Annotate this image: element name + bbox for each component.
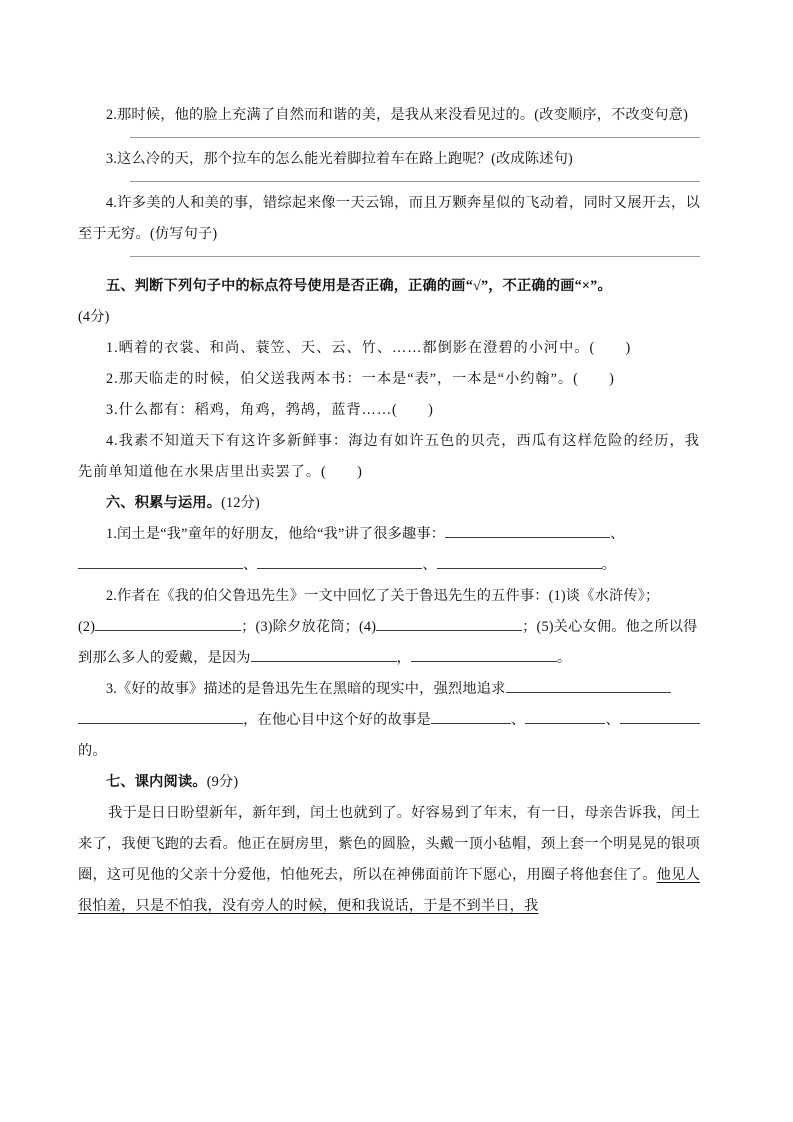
- answer-blank[interactable]: [251, 647, 397, 662]
- q6-2-e: ，: [396, 650, 412, 666]
- section-6-question-1: [78, 519, 700, 550]
- question-4-2: 2.那时候，他的脸上充满了自然而和谐的美，是我从来没看见过的。(改变顺序，不改变句意): [106, 107, 689, 123]
- passage-text: [78, 798, 700, 922]
- answer-blank[interactable]: [437, 554, 602, 569]
- section-6-question-3-line-1: [78, 674, 700, 705]
- q6-3-sep-2: 、: [605, 712, 621, 728]
- reading-passage: [78, 798, 700, 922]
- answer-blank[interactable]: [78, 554, 243, 569]
- section-5-item-1[interactable]: 1.晒着的衣裳、和尚、蓑笠、天、云、竹、……都倒影在澄碧的小河中。( ): [106, 340, 632, 356]
- answer-blank[interactable]: [506, 678, 671, 693]
- q6-2-a: (2): [78, 619, 96, 635]
- answer-blank[interactable]: [445, 523, 610, 538]
- answer-blank[interactable]: [525, 709, 605, 724]
- q6-1-prefix: 1.闰土是“我”童年的好朋友，他给“我”讲了很多趣事：: [106, 526, 446, 542]
- answer-blank[interactable]: [411, 647, 557, 662]
- answer-blank[interactable]: [78, 709, 243, 724]
- section-6-question-2-line-1: 2.作者在《我的伯父鲁迅先生》一文中回忆了关于鲁迅先生的五件事：(1)谈《水浒传》；: [106, 588, 660, 604]
- page-content: [78, 100, 700, 922]
- q6-3-a: 3.《好的故事》描述的是鲁迅先生在黑暗的现实中，强烈地追求: [106, 681, 506, 697]
- section-5-score: (4分): [78, 309, 110, 325]
- section-6-question-2-line-2: [78, 612, 700, 643]
- section-6-question-1-cont: [78, 550, 700, 581]
- section-6-question-3-line-2: [78, 705, 700, 767]
- q6-2-c: ；(5)关心女佣。他之所以得: [522, 619, 698, 635]
- passage-underlined-part: 他见人很怕羞，只是不怕我，没有旁人的时候，便和我说话，于是不到半日，我: [78, 867, 700, 914]
- q6-1-sep-3: 、: [422, 557, 437, 573]
- passage-normal-part: 我于是日日盼望新年，新年到，闰土也就到了。好容易到了年末，有一日，母亲告诉我，闰土来了，我便飞跑的去看。他正在厨房里，紫色的圆脸，头戴一顶小毡帽，颈上套一个明晃晃的银项圈，这可见他的父亲十分爱他，怕他死去，所以在神佛面前许下愿心，用圈子将他套住了。: [78, 805, 700, 883]
- section-6-question-2-line-3: [78, 643, 700, 674]
- section-6-heading-text: 六、积累与运用。: [106, 495, 222, 511]
- section-7-score: (9分): [206, 774, 239, 790]
- answer-blank[interactable]: [620, 709, 700, 724]
- q6-1-sep-2: 、: [243, 557, 258, 573]
- section-5-item-4[interactable]: 4.我素不知道天下有这许多新鲜事：海边有如许五色的贝壳，西瓜有这样危险的经历，我先前单知道他在水果店里出卖罢了。( ): [78, 433, 700, 480]
- section-5-heading-text: 五、判断下列句子中的标点符号使用是否正确，正确的画“√”，不正确的画“×”。: [106, 278, 612, 294]
- section-5-heading: [78, 271, 700, 302]
- section-5-item-2[interactable]: 2.那天临走的时候，伯父送我两本书：一本是“表”，一本是“小约翰”。( ): [106, 371, 615, 387]
- answer-line[interactable]: [130, 256, 700, 257]
- q6-3-b: ，在他心目中这个好的故事是: [243, 712, 431, 728]
- q6-1-sep-1: 、: [610, 526, 625, 542]
- section-5-item-3[interactable]: 3.什么都有：稻鸡，角鸡，鹁鸪，蓝背……( ): [106, 402, 434, 418]
- question-4-4: 4.许多美的人和美的事，错综起来像一天云锦，而且万颗奔星似的飞动着，同时又展开去，以至于无穷。(仿写句子): [78, 195, 700, 242]
- answer-line[interactable]: [130, 137, 700, 138]
- answer-blank[interactable]: [257, 554, 422, 569]
- answer-blank[interactable]: [95, 616, 241, 631]
- section-7-heading: [78, 767, 700, 798]
- q6-2-d: 到那么多人的爱戴，是因为: [78, 650, 251, 666]
- answer-line[interactable]: [130, 181, 700, 182]
- q6-3-sep-1: 、: [510, 712, 526, 728]
- question-4-3: 3.这么冷的天，那个拉车的怎么能光着脚拉着车在路上跑呢？(改成陈述句): [106, 151, 573, 167]
- answer-blank[interactable]: [431, 709, 511, 724]
- section-6-score: (12分): [221, 495, 260, 511]
- q6-2-b: ；(3)除夕放花筒；(4): [241, 619, 377, 635]
- answer-blank[interactable]: [376, 616, 522, 631]
- q6-3-end: 的。: [78, 743, 107, 759]
- q6-1-end: 。: [601, 557, 617, 573]
- section-6-heading: [78, 488, 700, 519]
- q6-2-f: 。: [557, 650, 572, 666]
- section-7-heading-text: 七、课内阅读。: [106, 774, 207, 790]
